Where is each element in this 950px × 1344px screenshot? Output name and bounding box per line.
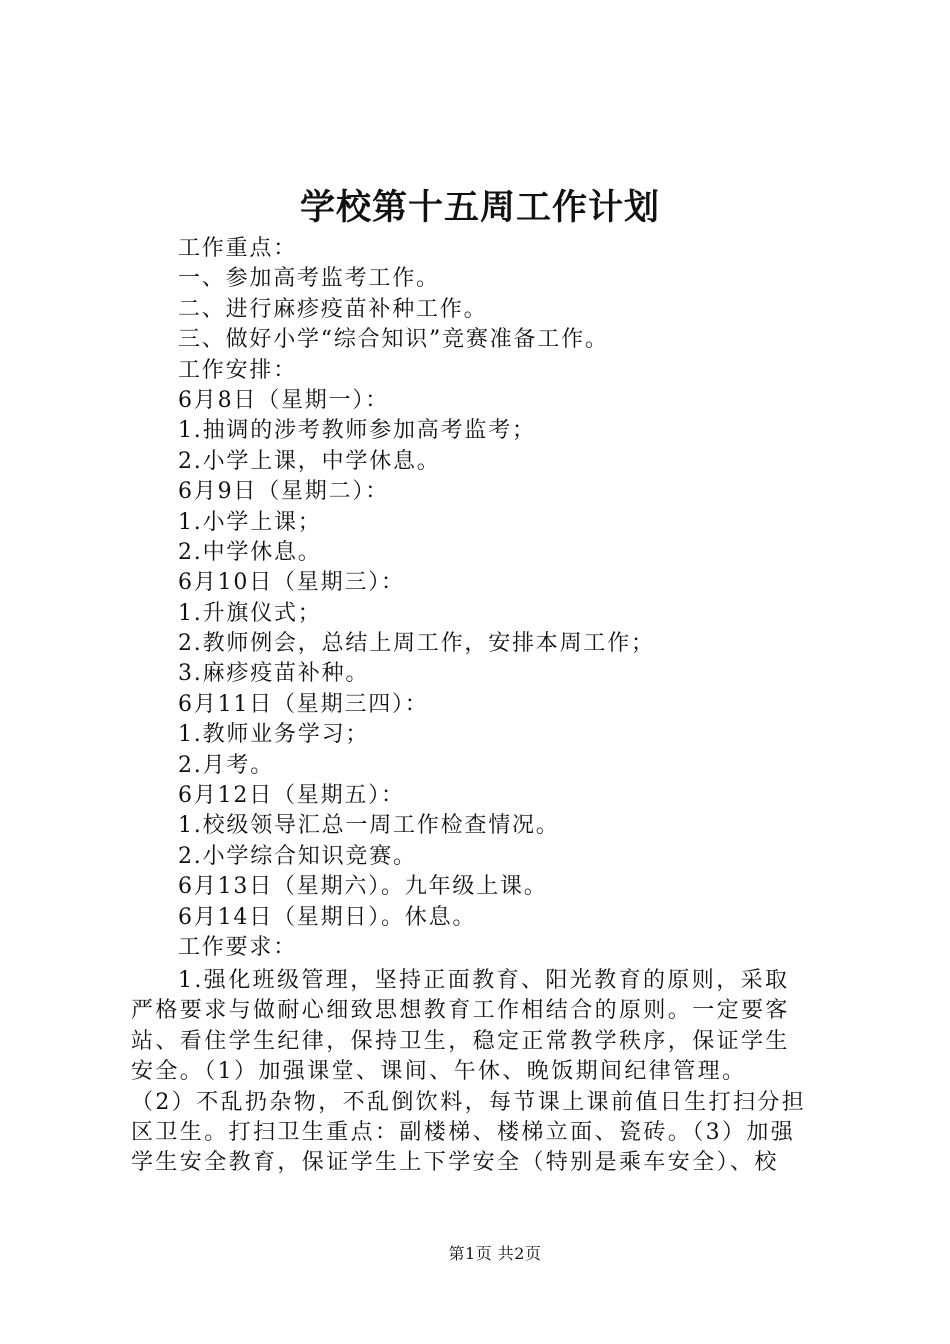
paragraph-line: 区卫生。打扫卫生重点：副楼梯、楼梯立面、瓷砖。（3）加强	[131, 1119, 796, 1145]
day-item: 1.校级领导汇总一周工作检查情况。	[178, 813, 560, 839]
section-heading-focus: 工作重点：	[178, 236, 298, 261]
day-heading: 6月12日（星期五）：	[178, 783, 405, 809]
requirements-paragraph	[131, 966, 831, 1179]
day-heading: 6月10日（星期三）：	[178, 570, 405, 596]
focus-item: 二、进行麻疹疫苗补种工作。	[178, 296, 488, 322]
paragraph-line: 站、看住学生纪律，保持卫生，稳定正常教学秩序，保证学生	[131, 1028, 790, 1054]
paragraph-line: （2）不乱扔杂物，不乱倒饮料，每节课上课前值日生打扫分担	[131, 1089, 807, 1115]
day-heading: 6月9日（星期二）：	[178, 479, 389, 505]
day-item: 1.小学上课；	[178, 509, 322, 535]
focus-item: 一、参加高考监考工作。	[178, 266, 440, 292]
day-item: 2.小学上课，中学休息。	[178, 448, 441, 474]
work-plan-body	[178, 234, 838, 963]
day-heading: 6月11日（星期三四）：	[178, 691, 429, 717]
day-item: 2.小学综合知识竞赛。	[178, 843, 417, 869]
day-heading: 6月13日（星期六）。九年级上课。	[178, 874, 548, 900]
day-item: 2.教师例会，总结上周工作，安排本周工作；	[178, 631, 655, 657]
day-item: 1.教师业务学习；	[178, 722, 370, 748]
section-heading-requirements: 工作要求：	[178, 934, 298, 960]
day-heading: 6月14日（星期日）。休息。	[178, 904, 477, 930]
page-footer: 第1页 共2页	[448, 1244, 542, 1263]
paragraph-line: 安全。（1）加强课堂、课间、午休、晚饭期间纪律管理。	[131, 1059, 747, 1085]
day-item: 1.抽调的涉考教师参加高考监考；	[178, 418, 536, 444]
day-item: 3.麻疹疫苗补种。	[178, 661, 370, 687]
day-item: 2.月考。	[178, 752, 274, 778]
day-item: 1.升旗仪式；	[178, 600, 322, 626]
day-heading: 6月8日（星期一）：	[178, 387, 389, 413]
paragraph-line: 严格要求与做耐心细致思想教育工作相结合的原则。一定要客	[131, 998, 790, 1024]
paragraph-line: 学生安全教育，保证学生上下学安全（特别是乘车安全）、校	[131, 1150, 779, 1176]
paragraph-line: 1.强化班级管理，坚持正面教育、阳光教育的原则，采取	[178, 968, 790, 993]
document-title: 学校第十五周工作计划	[299, 187, 660, 228]
section-heading-arrangement: 工作安排：	[178, 357, 298, 383]
day-item: 2.中学休息。	[178, 539, 322, 565]
focus-item: 三、做好小学“综合知识”竞赛准备工作。	[178, 327, 609, 353]
